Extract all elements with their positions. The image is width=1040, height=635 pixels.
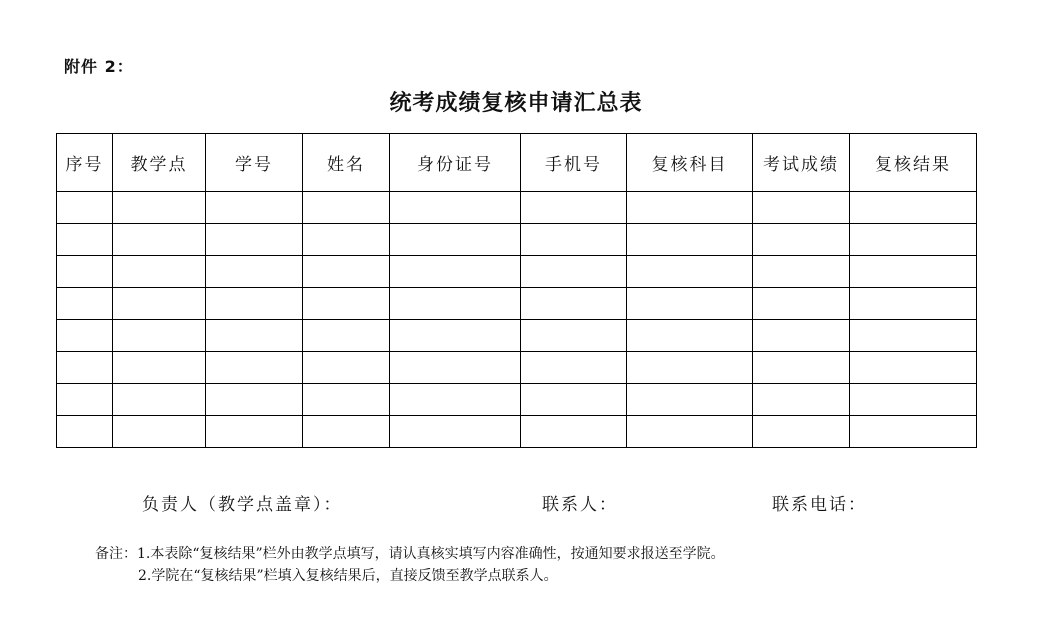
table-cell[interactable] xyxy=(57,320,113,352)
table-cell[interactable] xyxy=(57,256,113,288)
table-cell[interactable] xyxy=(521,352,627,384)
table-cell[interactable] xyxy=(753,352,850,384)
table-cell[interactable] xyxy=(850,288,977,320)
table-cell[interactable] xyxy=(113,320,206,352)
table-cell[interactable] xyxy=(303,416,390,448)
table-cell[interactable] xyxy=(627,288,753,320)
table-cell[interactable] xyxy=(57,192,113,224)
table-cell[interactable] xyxy=(113,256,206,288)
table-row xyxy=(57,224,977,256)
table-cell[interactable] xyxy=(521,384,627,416)
table-cell[interactable] xyxy=(753,256,850,288)
table-cell[interactable] xyxy=(206,192,303,224)
header-review-result: 复核结果 xyxy=(850,134,977,192)
table-cell[interactable] xyxy=(113,224,206,256)
phone-label: 联系电话： xyxy=(772,495,867,515)
table-cell[interactable] xyxy=(850,416,977,448)
table-cell[interactable] xyxy=(753,192,850,224)
table-cell[interactable] xyxy=(850,256,977,288)
table-cell[interactable] xyxy=(390,384,521,416)
table-cell[interactable] xyxy=(303,352,390,384)
table-row xyxy=(57,352,977,384)
header-exam-score: 考试成绩 xyxy=(753,134,850,192)
table-cell[interactable] xyxy=(521,256,627,288)
table-cell[interactable] xyxy=(57,416,113,448)
table-cell[interactable] xyxy=(113,352,206,384)
table-body xyxy=(57,192,977,448)
table-cell[interactable] xyxy=(850,384,977,416)
table-cell[interactable] xyxy=(303,224,390,256)
table-cell[interactable] xyxy=(206,416,303,448)
responsible-label: 负责人（教学点盖章）： xyxy=(142,495,343,515)
table-cell[interactable] xyxy=(206,224,303,256)
table-cell[interactable] xyxy=(627,224,753,256)
table-cell[interactable] xyxy=(753,384,850,416)
table-row xyxy=(57,384,977,416)
table-cell[interactable] xyxy=(206,256,303,288)
table-row xyxy=(57,288,977,320)
table-cell[interactable] xyxy=(390,352,521,384)
table-row xyxy=(57,192,977,224)
table-cell[interactable] xyxy=(390,224,521,256)
header-serial: 序号 xyxy=(57,134,113,192)
table-cell[interactable] xyxy=(206,288,303,320)
table-cell[interactable] xyxy=(627,192,753,224)
table-cell[interactable] xyxy=(303,256,390,288)
table-cell[interactable] xyxy=(753,288,850,320)
table-cell[interactable] xyxy=(390,256,521,288)
summary-table xyxy=(56,133,977,448)
table-cell[interactable] xyxy=(113,416,206,448)
table-cell[interactable] xyxy=(627,256,753,288)
table-row xyxy=(57,320,977,352)
table-cell[interactable] xyxy=(521,224,627,256)
table-cell[interactable] xyxy=(206,320,303,352)
table-cell[interactable] xyxy=(390,416,521,448)
table-cell[interactable] xyxy=(303,384,390,416)
table-cell[interactable] xyxy=(850,224,977,256)
table-cell[interactable] xyxy=(753,320,850,352)
header-phone: 手机号 xyxy=(521,134,627,192)
table-cell[interactable] xyxy=(627,416,753,448)
page-title: 统考成绩复核申请汇总表 xyxy=(389,91,643,116)
table-cell[interactable] xyxy=(850,192,977,224)
contact-label: 联系人： xyxy=(542,495,618,515)
table-cell[interactable] xyxy=(57,224,113,256)
table-cell[interactable] xyxy=(113,288,206,320)
table-cell[interactable] xyxy=(627,352,753,384)
table-cell[interactable] xyxy=(521,416,627,448)
attachment-label: 附件 2： xyxy=(64,57,134,76)
table-header-row xyxy=(57,134,977,192)
table-cell[interactable] xyxy=(57,384,113,416)
header-teaching-site: 教学点 xyxy=(113,134,206,192)
table-cell[interactable] xyxy=(57,352,113,384)
table-cell[interactable] xyxy=(753,224,850,256)
header-student-id: 学号 xyxy=(206,134,303,192)
table-cell[interactable] xyxy=(850,320,977,352)
header-name: 姓名 xyxy=(303,134,390,192)
table-cell[interactable] xyxy=(390,192,521,224)
table-cell[interactable] xyxy=(627,384,753,416)
table-cell[interactable] xyxy=(521,192,627,224)
table-cell[interactable] xyxy=(113,192,206,224)
table-cell[interactable] xyxy=(390,320,521,352)
note-line-2: 2.学院在“复核结果”栏填入复核结果后，直接反馈至教学点联系人。 xyxy=(138,568,558,584)
table-cell[interactable] xyxy=(850,352,977,384)
table-cell[interactable] xyxy=(521,288,627,320)
notes xyxy=(95,543,725,587)
table-cell[interactable] xyxy=(113,384,206,416)
table-cell[interactable] xyxy=(206,352,303,384)
table-cell[interactable] xyxy=(57,288,113,320)
table-cell[interactable] xyxy=(521,320,627,352)
table-row xyxy=(57,256,977,288)
table-cell[interactable] xyxy=(390,288,521,320)
table-cell[interactable] xyxy=(303,320,390,352)
table-cell[interactable] xyxy=(303,288,390,320)
table-cell[interactable] xyxy=(206,384,303,416)
table-cell[interactable] xyxy=(303,192,390,224)
table-cell[interactable] xyxy=(753,416,850,448)
header-review-subject: 复核科目 xyxy=(627,134,753,192)
header-id-number: 身份证号 xyxy=(390,134,521,192)
table-cell[interactable] xyxy=(627,320,753,352)
table-row xyxy=(57,416,977,448)
note-line-1: 备注：1.本表除“复核结果”栏外由教学点填写，请认真核实填写内容准确性，按通知要求报送至学院。 xyxy=(95,546,725,562)
